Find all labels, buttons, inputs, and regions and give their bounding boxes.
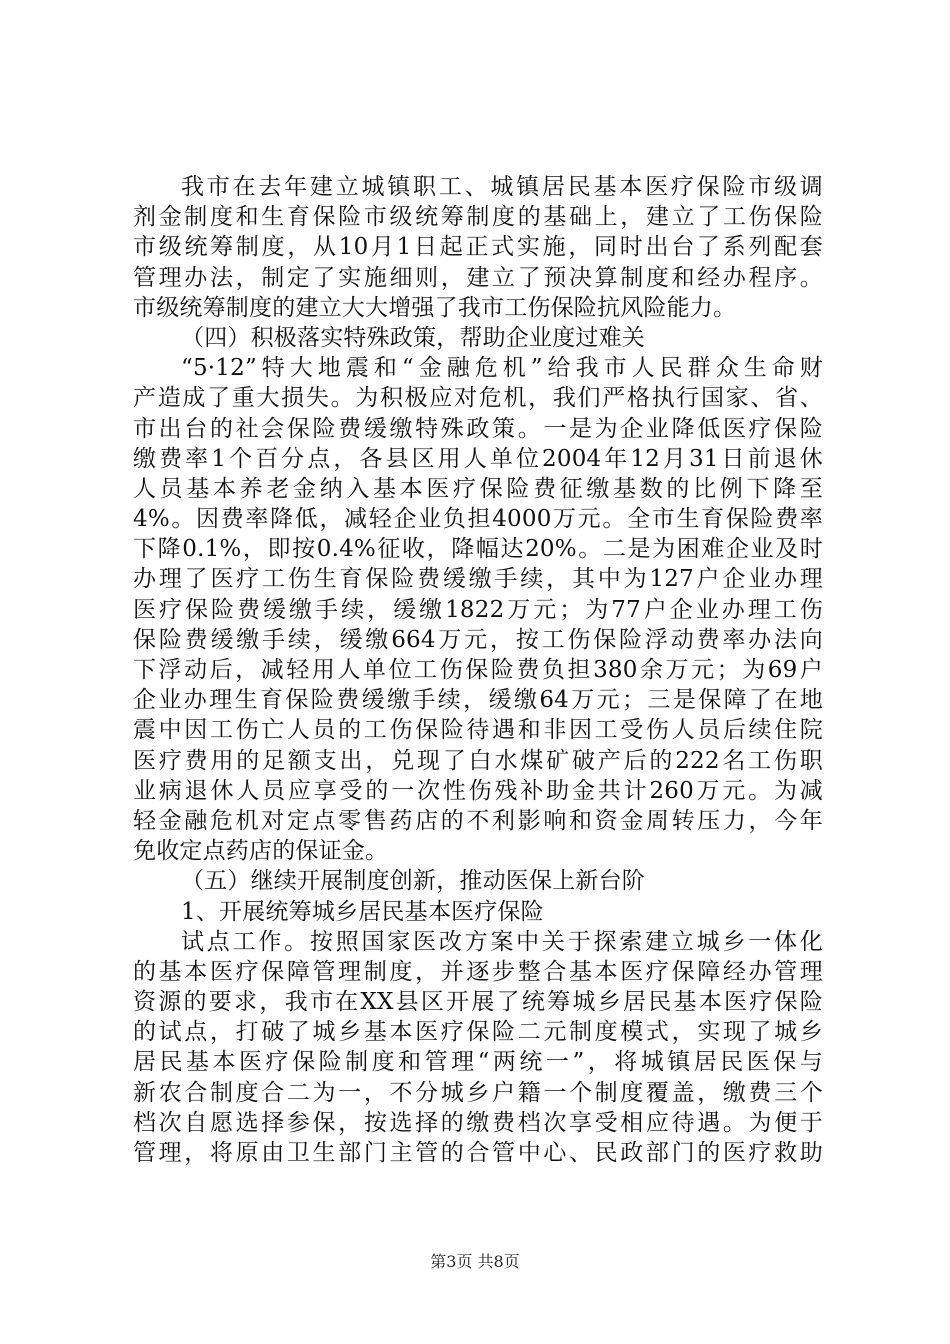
text-line: 免收定点药店的保证金。 [133, 838, 389, 865]
text-line: 医疗保险费缓缴手续，缓缴1822万元；为77户企业办理工伤 [133, 596, 823, 623]
paragraph-pilot-work [133, 927, 823, 1169]
text-line: 业病退休人员应享受的一次性伤残补助金共计260万元。为减 [133, 777, 823, 804]
text-line: 办理了医疗工伤生育保险费缓缴手续，其中为127户企业办理 [133, 566, 823, 593]
text-line: 的试点，打破了城乡基本医疗保险二元制度模式，实现了城乡 [133, 1019, 823, 1046]
page-number-label: 第3页 共8页 [430, 1252, 520, 1271]
text-line: 人员基本养老金纳入基本医疗保险费征缴基数的比例下降至 [133, 475, 823, 502]
text-line: 市级统筹制度的建立大大增强了我市工伤保险抗风险能力。 [133, 294, 737, 321]
text-line: “5·12”特大地震和“金融危机”给我市人民群众生命财 [181, 355, 823, 382]
text-line: 资源的要求，我市在XX县区开展了统筹城乡居民基本医疗保险 [133, 989, 823, 1016]
text-line: 缴费率1个百分点，各县区用人单位2004年12月31日前退休 [133, 445, 823, 472]
document-body [133, 172, 823, 1168]
text-line: 市级统筹制度，从10月1日起正式实施，同时出台了系列配套 [133, 234, 823, 261]
text-line: 管理，将原由卫生部门主管的合管中心、民政部门的医疗救助 [133, 1140, 823, 1166]
item-heading: 1、开展统筹城乡居民基本医疗保险 [181, 898, 544, 925]
section-heading: （四）积极落实特殊政策，帮助企业度过难关 [181, 324, 645, 351]
text-line: 剂金制度和生育保险市级统筹制度的基础上，建立了工伤保险 [133, 204, 823, 231]
section-heading: （五）继续开展制度创新，推动医保上新台阶 [181, 868, 645, 895]
text-line: 管理办法，制定了实施细则，建立了预决算制度和经办程序。 [133, 264, 823, 291]
text-line: 震中因工伤亡人员的工伤保险待遇和非因工受伤人员后续住院 [133, 717, 823, 744]
text-line: 产造成了重大损失。为积极应对危机，我们严格执行国家、省、 [133, 385, 823, 412]
text-line: 下降0.1%，即按0.4%征收，降幅达20%。二是为困难企业及时 [133, 536, 823, 563]
paragraph-special-policies [133, 353, 823, 866]
text-line: 新农合制度合二为一，不分城乡户籍一个制度覆盖，缴费三个 [133, 1079, 823, 1106]
text-line: 医疗费用的足额支出，兑现了白水煤矿破产后的222名工伤职 [133, 747, 823, 774]
text-line: 我市在去年建立城镇职工、城镇居民基本医疗保险市级调 [181, 174, 823, 200]
heading-item-one [133, 897, 823, 927]
text-line: 档次自愿选择参保，按选择的缴费档次享受相应待遇。为便于 [133, 1109, 823, 1136]
text-line: 4%。因费率降低，减轻企业负担4000万元。全市生育保险费率 [133, 506, 823, 533]
text-line: 轻金融危机对定点零售药店的不利影响和资金周转压力，今年 [133, 807, 823, 834]
paragraph-city-level-coordination [133, 172, 823, 323]
text-line: 企业办理生育保险费缓缴手续，缓缴64万元；三是保障了在地 [133, 687, 823, 714]
text-line: 市出台的社会保险费缓缴特殊政策。一是为企业降低医疗保险 [133, 415, 823, 442]
text-line: 的基本医疗保障管理制度，并逐步整合基本医疗保障经办管理 [133, 958, 823, 985]
text-line: 试点工作。按照国家医改方案中关于探索建立城乡一体化 [181, 928, 823, 955]
text-line: 居民基本医疗保险制度和管理“两统一”，将城镇居民医保与 [133, 1049, 823, 1076]
page-footer [0, 1252, 950, 1272]
text-line: 保险费缓缴手续，缓缴664万元，按工伤保险浮动费率办法向 [133, 626, 823, 653]
heading-section-four [133, 323, 823, 353]
heading-section-five [133, 866, 823, 896]
text-line: 下浮动后，减轻用人单位工伤保险费负担380余万元；为69户 [133, 657, 823, 683]
